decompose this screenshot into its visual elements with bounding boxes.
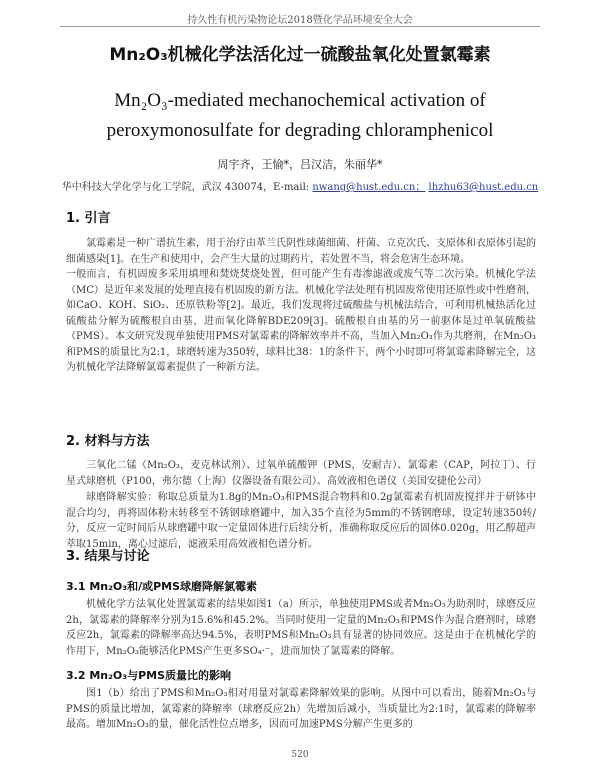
- results-paragraph-3-1: 机械化学方法氧化处置氯霉素的结果如图1（a）所示，单独使用PMS或者Mn₂O₃为助剂时，球磨反应2h，氯霉素的降解率分别为15.6%和45.2%。当同时使用一定量的Mn₂O₃和PMS作为混合磨剂时，球磨反应2h，氯霉素的降解率高达94.5%，表明PMS和Mn₂O₃具有显著的协同效应。这是由于在机械化学的作用下，Mn₂O₃能够活化PMS产生更多SO₄·⁻，进而加快了氯霉素的降解。: [66, 599, 536, 657]
- email-link-1[interactable]: nwang@hust.edu.cn；: [312, 182, 426, 193]
- methods-paragraph-1: 三氧化二锰（Mn₂O₃，麦克林试剂）、过氧单硫酸钾（PMS，安耐吉）、氯霉素（CAP，阿拉丁）、行星式球磨机（P100，弗尔德（上海）仪器设备有限公司）、高效液相色谱仪（美国安捷伦公司）: [66, 460, 536, 487]
- author-list: 周宇齐，王愉*，吕汉洁，朱丽华*: [217, 158, 383, 171]
- header-rule: [60, 26, 540, 27]
- title-english-line1: Mn₂O₃-mediated mechanochemical activation of: [114, 90, 486, 111]
- section-heading-intro: 1. 引言: [66, 211, 111, 226]
- results-paragraph-3-2: 图1（b）给出了PMS和Mn₂O₃相对用量对氯霉素降解效果的影响。从图中可以看出，随着Mn₂O₃与PMS的质量比增加，氯霉素的降解率（球磨反应2h）先增加后减小，当质量比为2:1时，氯霉素的降解率最高。增加Mn₂O₃的量，催化活性位点增多，因而可加速PMS分解产生更多的: [66, 688, 536, 730]
- intro-paragraph-1: 氯霉素是一种广谱抗生素，用于治疗由革兰氏阴性球菌细菌、杆菌、立克次氏、支原体和衣原体引起的细菌感染[1]。在生产和使用中，会产生大量的过期药片，若处置不当，将会危害生态环境。: [66, 238, 536, 265]
- methods-paragraph-2: 球磨降解实验：称取总质量为1.8g的Mn₂O₃和PMS混合物料和0.2g氯霉素有机固废搅拌并于研钵中混合均匀，再将固体粉末转移至不锈钢球磨罐中，加入35个直径为5mm的不锈钢磨球，设定转速350转/分，反应一定时间后从球磨罐中取一定量固体进行后续分析，准确称取反应后的固体0.020g，用乙醇超声萃取15min，离心过滤后，滤液采用高效液相色谱分析。: [66, 492, 536, 550]
- subsection-heading-3-2: 3.2 Mn₂O₃与PMS质量比的影响: [66, 669, 232, 682]
- email-link-2[interactable]: lhzhu63@hust.edu.cn: [428, 182, 539, 193]
- running-header: 持久性有机污染物论坛2018暨化学品环境安全大会: [187, 15, 413, 26]
- subsection-heading-3-1: 3.1 Mn₂O₃和/或PMS球磨降解氯霉素: [66, 580, 258, 593]
- affiliation: [0, 178, 600, 193]
- title-chinese: Mn₂O₃机械化学法活化过一硫酸盐氧化处置氯霉素: [109, 45, 491, 65]
- affiliation-text: 华中科技大学化学与化工学院，武汉 430074，E-mail:: [61, 182, 310, 193]
- intro-paragraph-2: 一般而言，有机固废多采用填埋和焚烧焚烧处置，但可能产生有毒渗滤液或废气等二次污染。机械化学法（MC）是近年来发展的处理直接有机固废的新方法。机械化学法处理有机固废常使用还原性或中性磨剂，如CaO、KOH、SiO₂、还原铁粉等[2]。最近，我们发现将过硫酸盐与机械法结合，可利用机械热活化过硫酸盐分解为硫酸根自由基，进而氧化降解BDE209[3]。硫酸根自由基的另一前驱体是过单氧硫酸盐（PMS）。本文研究发现单独使用PMS对氯霉素的降解效率并不高，当加入Mn₂O₃作为共磨剂，在Mn₂O₃和PMS的质量比为2:1，球磨转速为350转，球料比38：1的条件下，两个小时即可将氯霉素降解完全，这为机械化学法降解氯霉素提供了一种新方法。: [66, 269, 536, 373]
- title-english-line2: peroxymonosulfate for degrading chloramphenicol: [106, 120, 494, 141]
- page-number: 520: [291, 750, 309, 760]
- section-heading-results: 3. 结果与讨论: [66, 549, 150, 564]
- section-heading-methods: 2. 材料与方法: [66, 434, 150, 449]
